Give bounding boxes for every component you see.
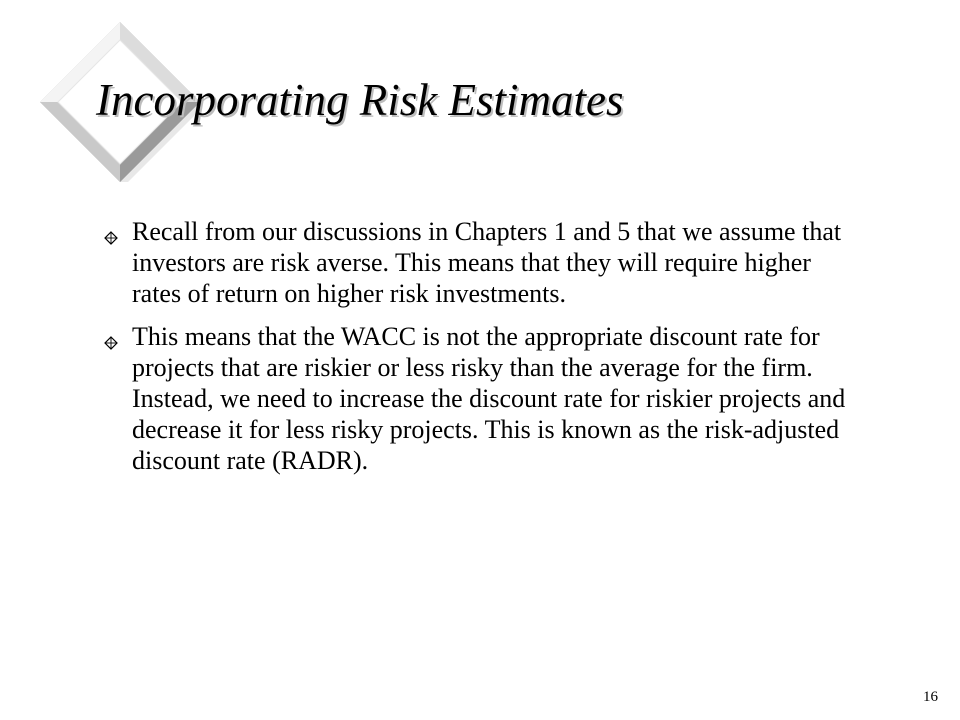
bullet-list xyxy=(104,216,864,488)
page-number: 16 xyxy=(923,689,938,705)
bullet-text: Recall from our discussions in Chapters 1 and 5 that we assume that investors are risk averse. This means that they will require higher rates of return on higher risk investments. xyxy=(132,217,842,308)
diamond-bullet-icon xyxy=(104,231,118,245)
bullet-item xyxy=(104,216,864,309)
slide-title: Incorporating Risk Estimates xyxy=(96,75,624,125)
bullet-item xyxy=(104,321,864,476)
diamond-bullet-icon xyxy=(104,336,118,350)
bullet-text: This means that the WACC is not the appropriate discount rate for projects that are riskier or less risky than the average for the firm. Instead, we need to increase the discount rate for riskier projects and decrease it for less risky projects. This is known as the risk-adjusted discount rate (RADR). xyxy=(132,322,846,475)
